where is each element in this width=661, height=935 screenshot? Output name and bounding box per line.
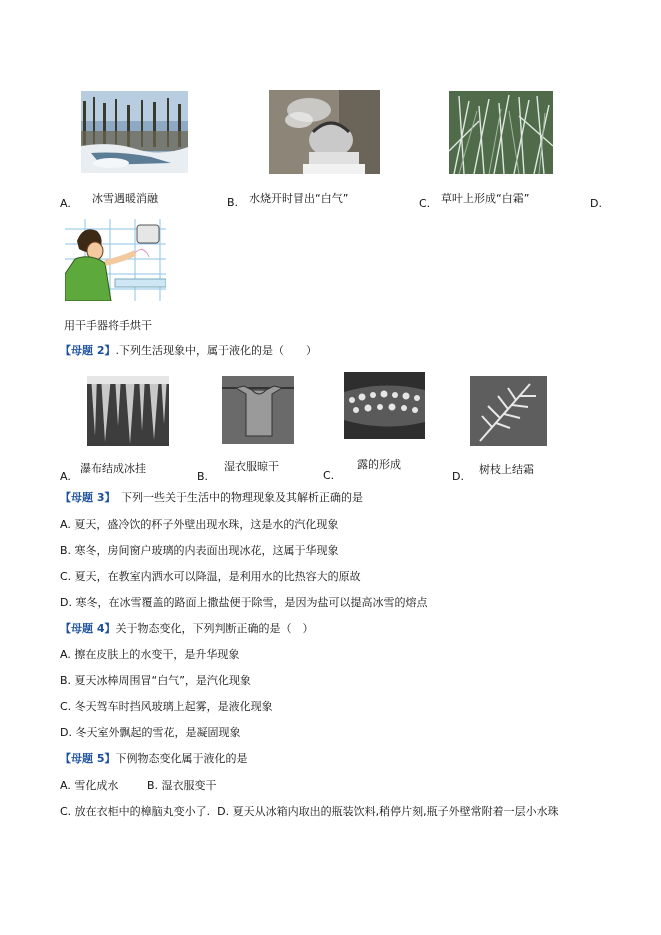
q2-bracket-right: 】 <box>104 344 116 357</box>
dew-photo <box>344 372 425 439</box>
q4-option-d: D. 冬天室外飘起的雪花，是凝固现象 <box>60 726 241 739</box>
option-c-letter: C. <box>419 197 431 210</box>
q5-bracket-left: 【 <box>60 752 71 765</box>
q2-option-b-letter: B. <box>197 470 209 483</box>
q2-bracket-left: 【 <box>60 344 71 357</box>
q5-option-b: B. 湿衣服变干 <box>147 779 217 792</box>
q2-option-c-caption: 露的形成 <box>357 458 401 471</box>
q2-option-d-letter: D. <box>452 470 464 483</box>
q2-label: 母题 2 <box>71 344 105 357</box>
icicle-photo <box>87 376 169 446</box>
q4-bracket-left: 【 <box>60 622 71 635</box>
q4-bracket-right: 】 <box>104 622 116 635</box>
q3-bracket-left: 【 <box>60 491 71 504</box>
q2-option-c-letter: C. <box>323 469 335 482</box>
q3-text: 下列一些关于生活中的物理现象及其解析正确的是 <box>109 491 363 504</box>
q3-option-d: D. 寒冬，在冰雪覆盖的路面上撒盐便于除雪，是因为盐可以提高冰雪的熔点 <box>60 596 428 609</box>
q4-option-a: A. 擦在皮肤上的水变干，是升华现象 <box>60 648 240 661</box>
q5-options-cd <box>60 805 559 819</box>
q5-option-a: A. 雪化成水 <box>60 779 119 792</box>
q4-option-c: C. 冬天驾车时挡风玻璃上起雾，是液化现象 <box>60 700 273 713</box>
q3-label: 母题 3 <box>71 491 105 504</box>
q2-text: .下列生活现象中，属于液化的是（ ） <box>115 344 317 357</box>
option-a-caption: 冰雪遇暖消融 <box>92 192 158 205</box>
frost-grass-photo <box>449 91 553 174</box>
option-a-letter: A. <box>60 197 71 210</box>
q4-label: 母题 4 <box>71 622 105 635</box>
option-b-caption: 水烧开时冒出“白气” <box>249 192 349 205</box>
question-2-heading <box>60 344 317 358</box>
q4-text: 关于物态变化，下列判断正确的是（ ） <box>115 622 314 635</box>
q2-option-b-caption: 湿衣服晾干 <box>224 460 279 473</box>
q3-option-a: A. 夏天，盛冷饮的杯子外壁出现水珠，这是水的汽化现象 <box>60 518 339 531</box>
q5-label: 母题 5 <box>71 752 105 765</box>
option-b-letter: B. <box>227 196 239 209</box>
q2-option-a-letter: A. <box>60 470 71 483</box>
q2-option-d-caption: 树枝上结霜 <box>479 463 534 476</box>
option-d-letter: D. <box>590 197 602 210</box>
frost-branch-photo <box>470 376 547 446</box>
question-3-heading <box>60 491 363 505</box>
hand-dryer-illustration <box>65 219 166 301</box>
q3-option-b: B. 寒冬，房间窗户玻璃的内表面出现冰花，这属于华现象 <box>60 544 339 557</box>
question-5-heading <box>60 752 247 766</box>
river-photo <box>81 91 188 173</box>
q5-text: 下例物态变化属于液化的是 <box>115 752 248 765</box>
q5-option-c: C. 放在衣柜中的樟脑丸变小了. <box>60 805 211 818</box>
q3-bracket-right: 】 <box>104 491 110 504</box>
question-4-heading <box>60 622 313 636</box>
kettle-photo <box>269 90 380 174</box>
q3-option-c: C. 夏天，在教室内洒水可以降温，是利用水的比热容大的原故 <box>60 570 361 583</box>
q4-option-b: B. 夏天冰棒周围冒“白气”，是汽化现象 <box>60 674 251 687</box>
q5-option-d: D. 夏天从冰箱内取出的瓶装饮料,稍停片刻,瓶子外壁常附着一层小水珠 <box>217 805 559 818</box>
option-d-caption: 用干手器将手烘干 <box>64 319 152 332</box>
q2-option-a-caption: 瀑布结成冰挂 <box>80 462 146 475</box>
q5-bracket-right: 】 <box>104 752 116 765</box>
option-c-caption: 草叶上形成“白霜” <box>441 192 530 205</box>
wet-clothes-photo <box>222 376 294 444</box>
